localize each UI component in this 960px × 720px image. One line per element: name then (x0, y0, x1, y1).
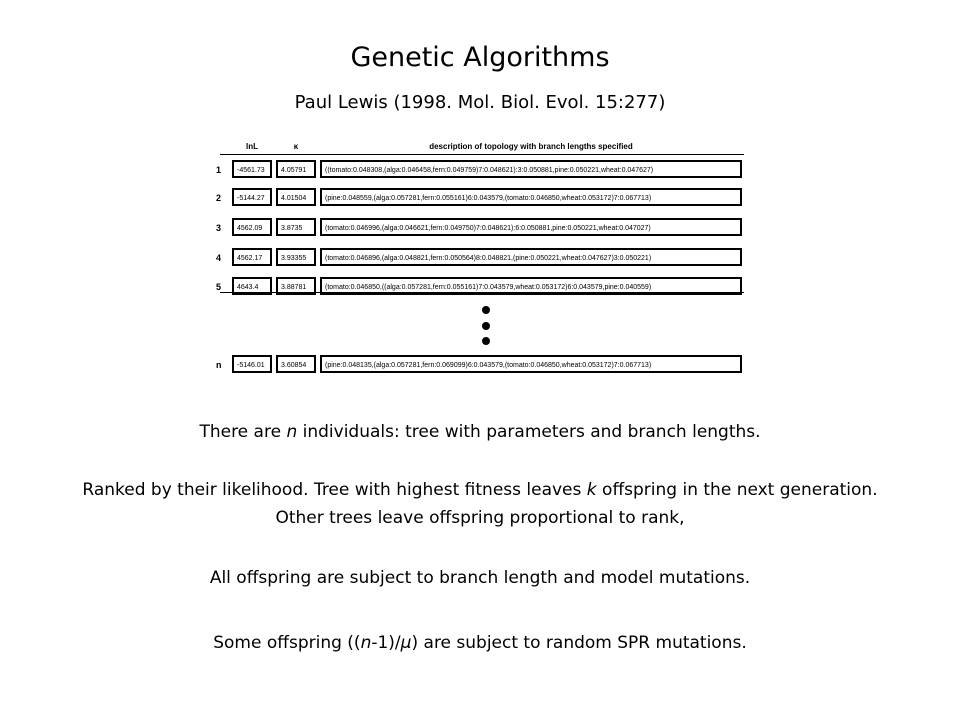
slide-title: Genetic Algorithms (350, 42, 610, 73)
column-header-kappa: κ (293, 142, 299, 151)
variable-n: n (286, 422, 298, 442)
ranking-description: Ranked by their likelihood. Tree with highest fitness leaves k offspring in the next generation. (82, 480, 878, 500)
table-row (212, 218, 748, 240)
kappa-value: 3.60854 (276, 355, 316, 373)
variable-mu: μ (400, 633, 412, 653)
table-row (212, 277, 748, 299)
spr-mutation-description: Some offspring ((n-1)/μ) are subject to random SPR mutations. (213, 633, 747, 653)
table-row (212, 160, 748, 182)
ellipsis-dot (482, 322, 490, 330)
topology-description: (pine:0.048135,(alga:0.057281,fern:0.069099)6:0.043579,(tomato:0.046850,wheat:0.053172)7:0.067713) (320, 355, 742, 373)
population-description: There are n individuals: tree with parameters and branch lengths. (199, 422, 761, 442)
row-label: 2 (216, 193, 222, 203)
offspring-rank-description: Other trees leave offspring proportional to rank, (275, 508, 685, 528)
header-rule (220, 154, 744, 155)
row-label: 1 (216, 165, 222, 175)
lnl-value: 4562.09 (232, 218, 272, 236)
divider-rule (220, 292, 744, 293)
ellipsis-dot (482, 337, 490, 345)
row-label: n (216, 360, 222, 370)
kappa-value: 4.05791 (276, 160, 316, 178)
citation: Paul Lewis (1998. Mol. Biol. Evol. 15:277) (294, 92, 666, 113)
table-row (212, 248, 748, 270)
lnl-value: -5144.27 (232, 188, 272, 206)
column-header-topology: description of topology with branch lengths specified (429, 142, 633, 151)
topology-description: (tomato:0.046996,(alga:0.046621,fern:0.049750)7:0.048621):6:0.050881,pine:0.050221,wheat:0.047027) (320, 218, 742, 236)
lnl-value: 4562.17 (232, 248, 272, 266)
table-row (212, 188, 748, 210)
lnl-value: 4643.4 (232, 277, 272, 295)
variable-n: n (360, 633, 372, 653)
topology-description: (pine:0.048559,(alga:0.057281,fern:0.055161)6:0.043579,(tomato:0.046850,wheat:0.053172)7:0.067713) (320, 188, 742, 206)
row-label: 4 (216, 253, 222, 263)
variable-k: k (586, 480, 597, 500)
topology-description: (tomato:0.046896,(alga:0.048821,fern:0.050564)8:0.048821,(pine:0.050221,wheat:0.047627)3:0.050221) (320, 248, 742, 266)
topology-description: ((tomato:0.048308,(alga:0.046458,fern:0.049759)7:0.048621):3:0.050881,pine:0.050221,wheat:0.047627) (320, 160, 742, 178)
kappa-value: 4.01504 (276, 188, 316, 206)
column-header-lnl: lnL (246, 142, 258, 151)
kappa-value: 3.93355 (276, 248, 316, 266)
row-label: 5 (216, 282, 222, 292)
lnl-value: -4561.73 (232, 160, 272, 178)
table-row (212, 355, 748, 377)
population-table-figure (212, 140, 748, 380)
topology-description: (tomato:0.046850,((alga:0.057281,fern:0.055161)7:0.043579,wheat:0.053172)6:0.043579,pine:0.040559) (320, 277, 742, 295)
row-label: 3 (216, 223, 222, 233)
mutation-description: All offspring are subject to branch length and model mutations. (209, 568, 751, 588)
kappa-value: 3.8735 (276, 218, 316, 236)
kappa-value: 3.88781 (276, 277, 316, 295)
ellipsis-dot (482, 306, 490, 314)
lnl-value: -5146.01 (232, 355, 272, 373)
